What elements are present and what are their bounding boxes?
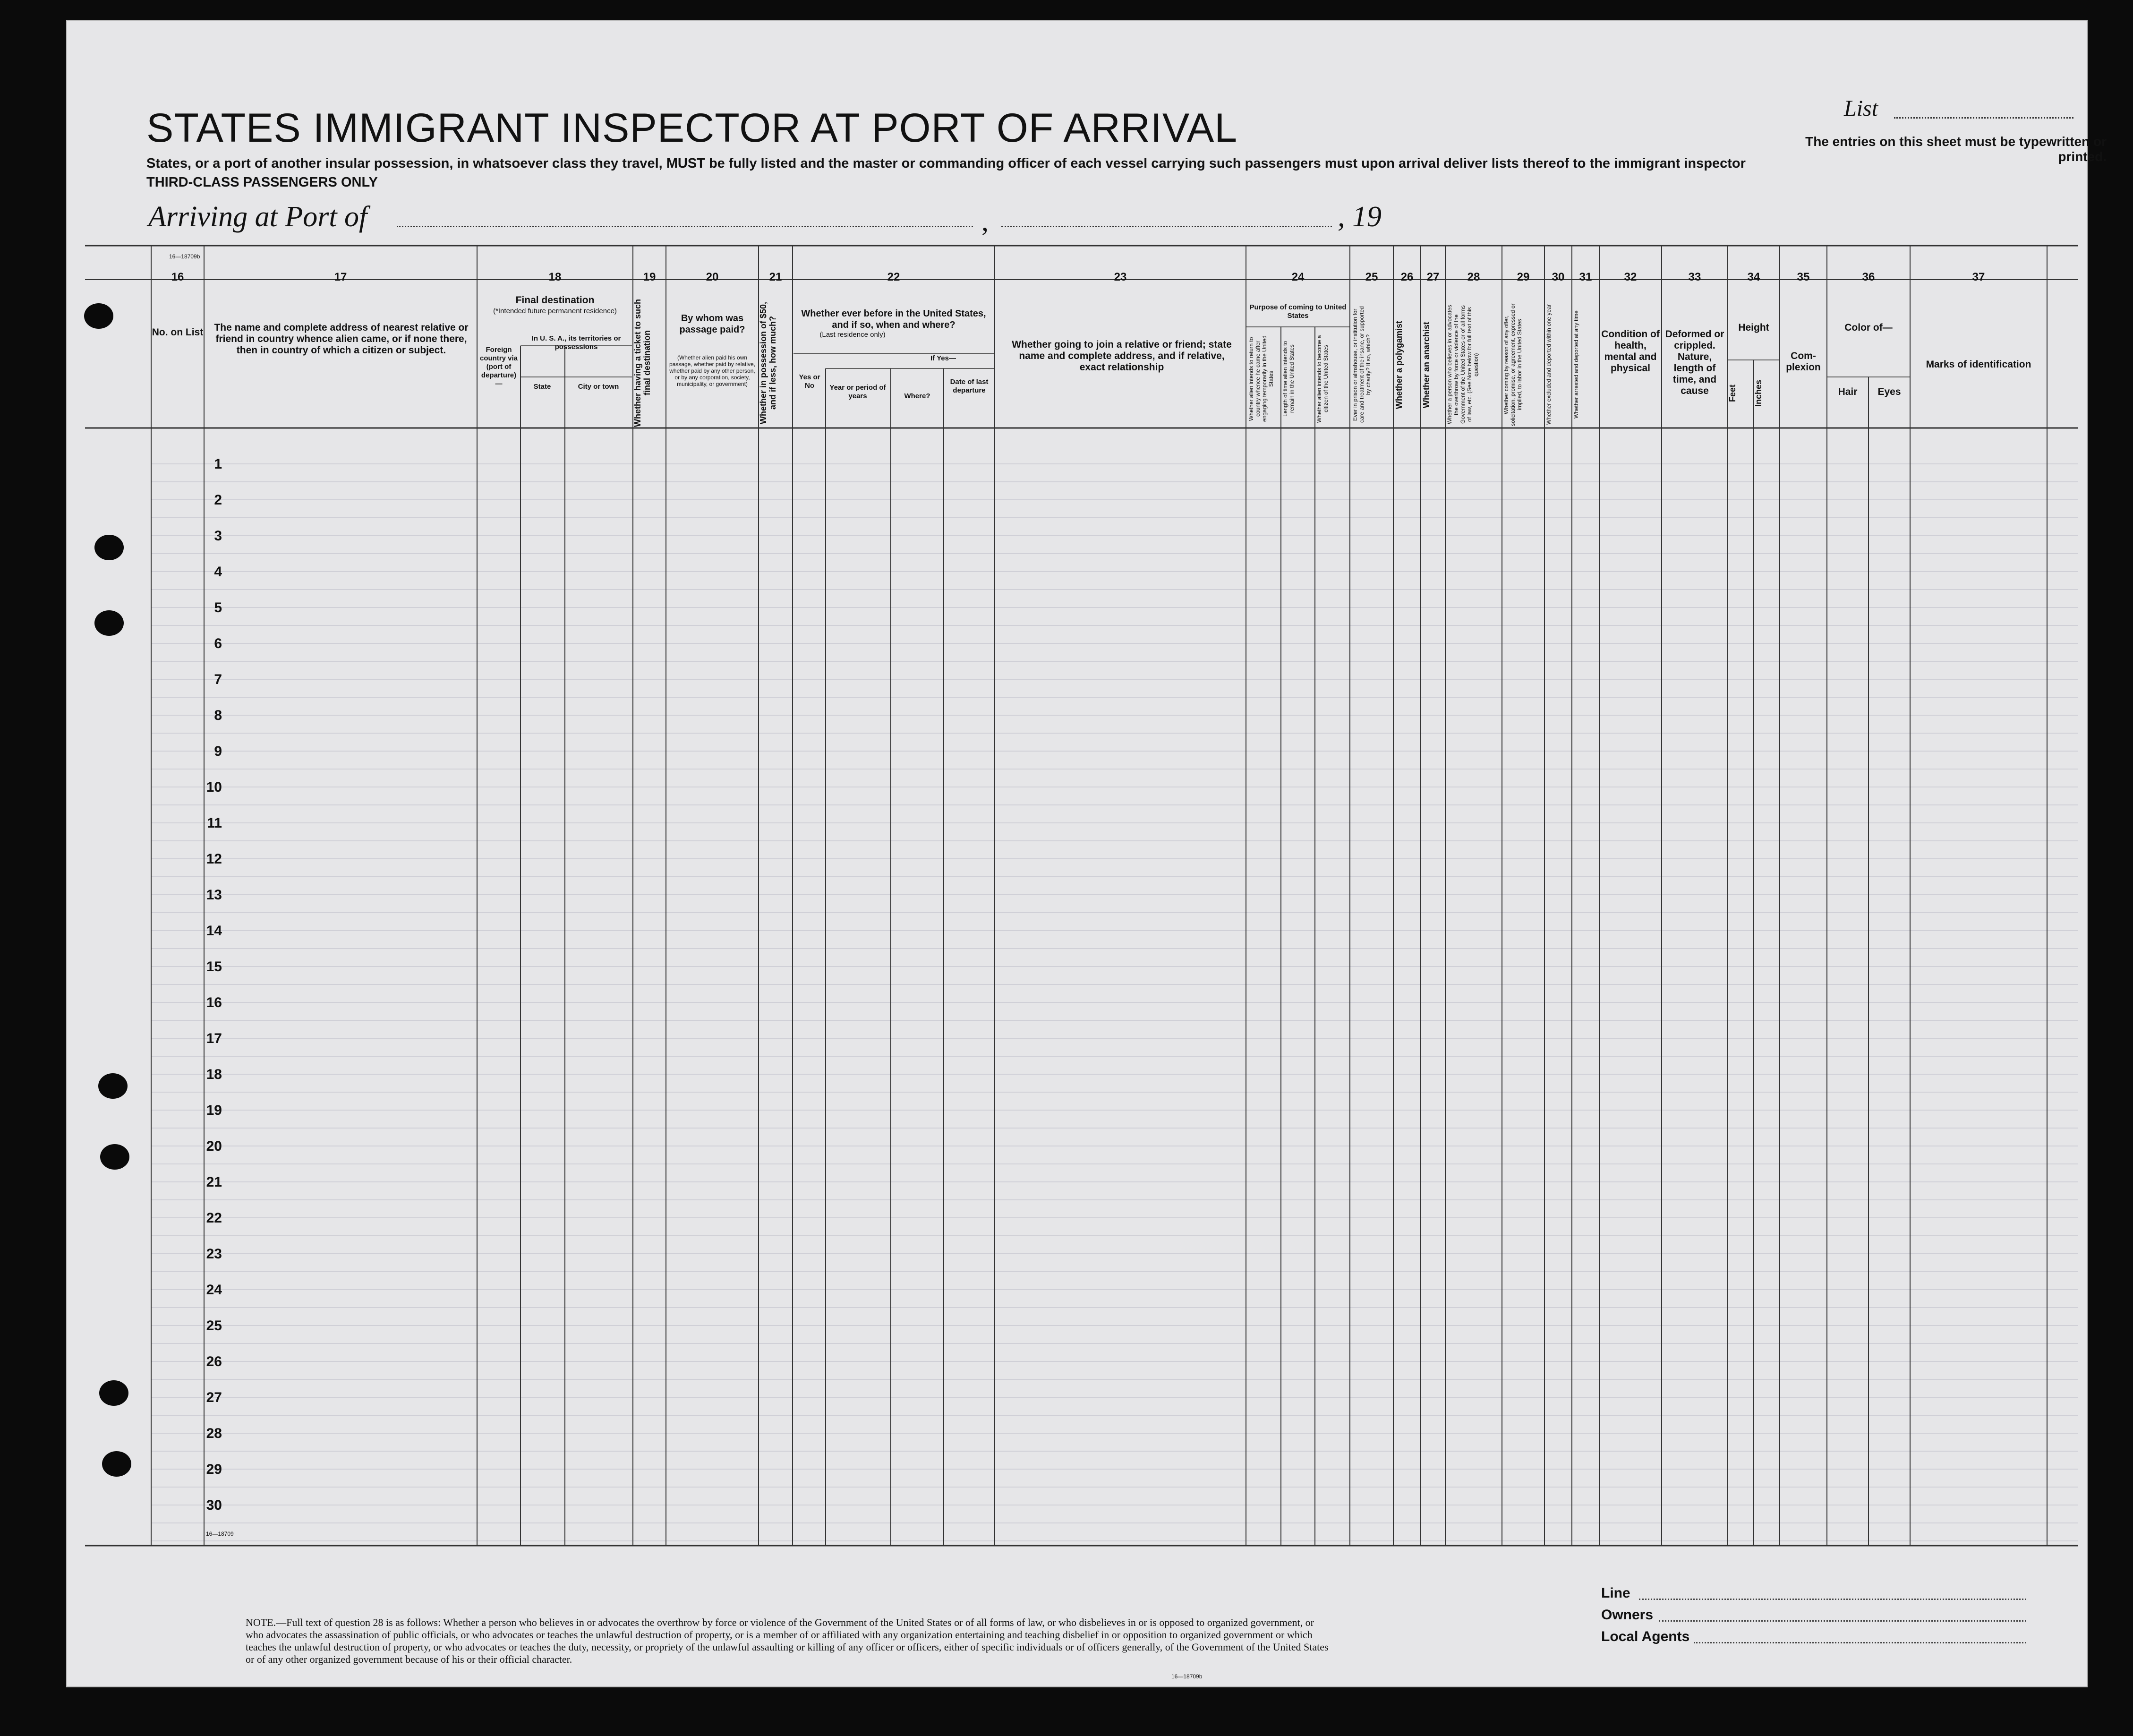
year-prefix: , 19 (1338, 201, 1382, 233)
comma-separator: , (981, 205, 989, 237)
row-number: 9 (214, 744, 222, 759)
question-28-note: NOTE.—Full text of question 28 is as follows: Whether a person who believes in or advocates the overthrow by force or violence of the Government of the United States or of all forms of law, or who disbelieves in or is opposed to organized government, or who advocates the assassination of public officials, or who advocates or teaches the unlawful destruction of property, or is a member of or affiliated with any organization entertaining and teaching disbelief in or opposition to organized government or which teaches the unlawful destruction of property, or who advocates or teaches the duty, necessity, or propriety of the unlawful assaulting or killing of any officer or officers, either of specific individuals or of officers generally, of the Government of the United States or of any other organized government because of his or their official character. (246, 1616, 1329, 1665)
column-number: 17 (334, 271, 347, 283)
row-number: 16 (206, 995, 222, 1010)
owners-label: Owners (1601, 1607, 1654, 1623)
column-number: 31 (1579, 271, 1592, 283)
row-number: 27 (206, 1390, 222, 1405)
header-q29: Whether coming by reason of any offer, solicitation, promise, or agreement, expressed or implied, to labor in the United States (1503, 303, 1523, 426)
row-number: 10 (206, 779, 222, 795)
header-city: City or town (578, 383, 619, 391)
list-number-label: List (1844, 96, 1878, 121)
row-number: 21 (206, 1174, 222, 1190)
header-yes-no: Yes or No (799, 373, 820, 390)
owners-field[interactable] (1659, 1620, 2026, 1622)
header-eyes: Eyes (1877, 386, 1901, 397)
header-possession-50: Whether in possession of $50, and if less, how much? (759, 301, 777, 424)
header-prison: Ever in prison or almshouse, or institution for care and treatment of the insane, or supported by charity? If so, which? (1352, 306, 1372, 423)
column-number: 19 (643, 271, 656, 283)
row-number: 11 (207, 815, 222, 831)
row-number: 3 (214, 528, 222, 544)
row-number: 12 (206, 851, 222, 867)
form-code-note: 16—18709b (1171, 1673, 1203, 1680)
header-in-usa: In U. S. A., its territories or possessions (531, 334, 621, 351)
column-number: 29 (1517, 271, 1530, 283)
row-number: 25 (206, 1318, 222, 1334)
header-final-destination: Final destination (515, 295, 595, 306)
row-number: 15 (206, 959, 222, 975)
row-number: 6 (214, 636, 222, 651)
arriving-port-label: Arriving at Port of (148, 201, 367, 233)
header-if-yes: If Yes— (930, 354, 956, 362)
passenger-class-label: THIRD-CLASS PASSENGERS ONLY (146, 175, 378, 190)
column-number: 22 (887, 271, 900, 283)
header-by-whom: By whom was passage paid? (679, 313, 745, 335)
local-agents-field[interactable] (1694, 1642, 2026, 1643)
column-number: 33 (1688, 271, 1701, 283)
line-field[interactable] (1639, 1599, 2026, 1600)
header-hair: Hair (1838, 386, 1858, 397)
row-number: 24 (206, 1282, 222, 1298)
instruction-text: States, or a port of another insular possession, in whatsoever class they travel, MUST be fully listed and the master or commanding officer of each vessel carrying such passengers must upon arrival deliver lists thereof to the immigrant inspector (146, 156, 1746, 171)
column-number: 18 (548, 271, 562, 283)
row-number: 29 (206, 1462, 222, 1477)
column-number: 35 (1797, 271, 1810, 283)
header-where: Where? (904, 392, 930, 400)
header-final-destination-note: (*Intended future permanent residence) (493, 307, 617, 315)
header-purpose-return: Whether alien intends to return to country whence he came after engaging temporarily in the United States (1248, 335, 1274, 422)
header-marks: Marks of identification (1926, 359, 2031, 370)
column-number: 24 (1291, 271, 1305, 283)
column-number: 34 (1747, 271, 1760, 283)
column-number: 20 (706, 271, 719, 283)
row-number: 28 (206, 1426, 222, 1441)
header-relative-friend: The name and complete address of nearest relative or friend in country whence alien came, or if none there, then in country of which a citizen or subject. (214, 322, 469, 356)
row-number: 4 (214, 564, 222, 580)
row-number: 1 (214, 456, 222, 472)
page-title: STATES IMMIGRANT INSPECTOR AT PORT OF ARRIVAL (146, 105, 1238, 151)
header-polygamist: Whether a polygamist (1394, 320, 1404, 409)
header-ever-before-note: (Last residence only) (819, 331, 886, 339)
row-number: 19 (206, 1103, 222, 1118)
column-number: 27 (1426, 271, 1440, 283)
column-number: 32 (1624, 271, 1637, 283)
row-number: 18 (206, 1067, 222, 1082)
column-number: 36 (1862, 271, 1875, 283)
manifest-sheet (66, 20, 2107, 1687)
header-condition: Condition of health, mental and physical (1601, 329, 1660, 374)
header-by-whom-note: (Whether alien paid his own passage, whether paid by relative, whether paid by any other person, or by any corporation, society, municipality, or government) (669, 354, 756, 387)
row-number: 7 (214, 672, 222, 687)
header-q28: Whether a person who believes in or advocates the overthrow by force or violence of the Government of the United States or of all forms of law, etc. (See Note below for full text of this question) (1446, 305, 1479, 425)
typewritten-note: The entries on this sheet must be typewritten or printed. (1805, 134, 2107, 164)
header-complexion: Com-plexion (1786, 351, 1821, 373)
row-number: 2 (214, 492, 222, 508)
column-number: 28 (1467, 271, 1480, 283)
header-purpose: Purpose of coming to United States (1249, 303, 1347, 320)
header-ticket: Whether having a ticket to such final destination (633, 299, 652, 427)
header-ever-before: Whether ever before in the United States, and if so, when and where? (801, 308, 986, 330)
form-code: 16—18709b (169, 253, 200, 260)
header-purpose-length: Length of time alien intends to remain in the United States (1282, 341, 1295, 417)
column-number: 25 (1365, 271, 1378, 283)
column-number: 30 (1552, 271, 1565, 283)
header-height: Height (1738, 322, 1769, 333)
column-number: 23 (1114, 271, 1127, 283)
local-agents-label: Local Agents (1601, 1629, 1690, 1644)
row-number: 26 (206, 1354, 222, 1369)
form-code-bottom: 16—18709 (206, 1531, 234, 1537)
column-number: 16 (171, 271, 184, 283)
header-color-of: Color of— (1844, 322, 1893, 333)
column-number: 26 (1400, 271, 1414, 283)
header-foreign-country: Foreign country via (port of departure)— (479, 346, 518, 388)
column-number: 21 (769, 271, 782, 283)
line-label: Line (1601, 1585, 1630, 1601)
row-number: 13 (206, 887, 222, 903)
row-number: 20 (206, 1138, 222, 1154)
row-number: 23 (206, 1246, 222, 1262)
header-no-on-list: No. on List (152, 327, 204, 338)
header-inches: Inches (1754, 379, 1763, 407)
header-state: State (533, 383, 551, 391)
row-number: 30 (206, 1497, 222, 1513)
row-number: 5 (214, 600, 222, 616)
header-anarchist: Whether an anarchist (1422, 321, 1431, 408)
header-q31: Whether arrested and deported at any time (1573, 310, 1579, 419)
row-number: 14 (206, 923, 222, 939)
header-date-departure: Date of last departure (950, 378, 989, 394)
row-number: 17 (206, 1031, 222, 1046)
header-joining-relative: Whether going to join a relative or friend; state name and complete address, and if relative, exact relationship (1012, 339, 1232, 373)
header-year-period: Year or period of years (829, 384, 886, 400)
row-number: 22 (206, 1210, 222, 1226)
header-purpose-citizen: Whether alien intends to become a citizen of the United States (1316, 335, 1329, 423)
column-number: 37 (1972, 271, 1985, 283)
header-feet: Feet (1728, 384, 1737, 402)
header-q30: Whether excluded and deported within one year (1545, 304, 1552, 425)
header-deformed: Deformed or crippled. Nature, length of time, and cause (1665, 329, 1724, 396)
row-number: 8 (214, 708, 222, 723)
